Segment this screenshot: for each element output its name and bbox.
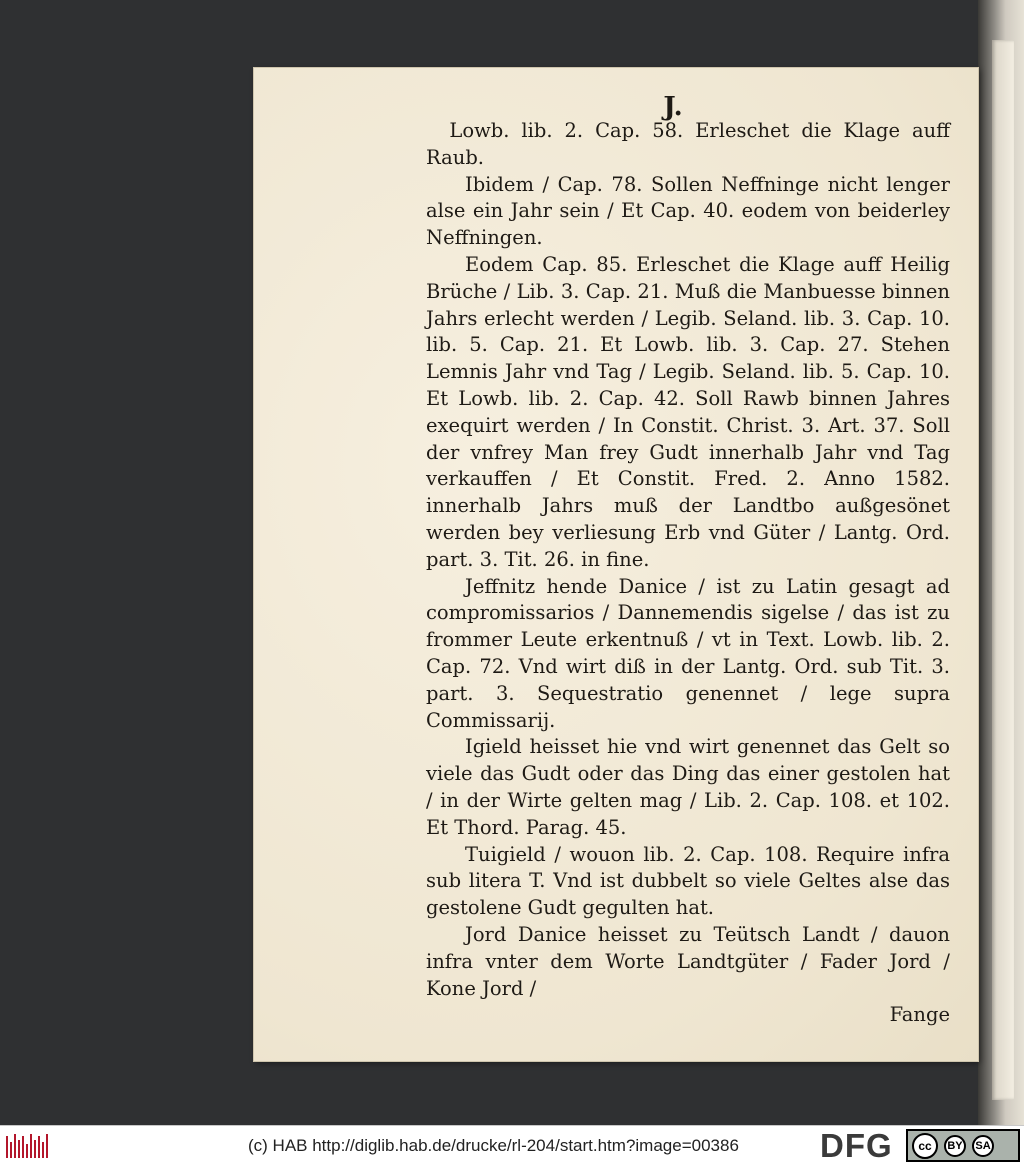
page-signature: J. [663, 92, 683, 122]
copyright-link[interactable]: (c) HAB http://diglib.hab.de/drucke/rl-204/start.htm?image=00386 [248, 1136, 739, 1155]
sa-icon: SA [972, 1135, 994, 1157]
adjacent-page-edge [978, 0, 1024, 1125]
book-page [254, 68, 978, 1061]
paragraph-4: Jeffnitz hende Danice / ist zu Latin gesagt ad compromissarios / Dannemendis sigelse / das ist zu frommer Leute erkentnuß / vt in Text. Lowb. lib. 2. Cap. 72. Vnd wirt diß in der Lantg. Ord. sub Tit. 3. part. 3. Sequestratio genennet / lege supra Commissarij. [426, 574, 950, 732]
paragraph-5: Igield heisset hie vnd wirt genennet das Gelt so viele das Gudt oder das Ding das einer gestolen hat / in der Wirte gelten mag / Lib. 2. Cap. 108. et 102. Et Thord. Parag. 45. [426, 735, 950, 839]
viewer-footer [0, 1125, 1024, 1165]
paragraph-2: Ibidem / Cap. 78. Sollen Neffninge nicht lenger alse ein Jahr sein / Et Cap. 40. eodem von beiderley Neffningen. [426, 172, 950, 250]
catchword: Fange [889, 1003, 950, 1027]
hab-barcode-logo-icon[interactable] [6, 1134, 48, 1158]
paragraph-6: Tuigield / wouon lib. 2. Cap. 108. Require infra sub litera T. Vnd ist dubbelt so viele Geltes alse das gestolene Gudt gegulten hat. [426, 842, 950, 920]
by-icon: BY [944, 1135, 966, 1157]
paragraph-7: Jord Danice heisset zu Teütsch Landt / dauon infra vnter dem Worte Landtgüter / Fader Jord / Kone Jord / [426, 922, 950, 1000]
dfg-logo[interactable]: DFG [820, 1127, 893, 1164]
paragraph-1: Lowb. lib. 2. Cap. 58. Erleschet die Klage auff Raub. [426, 119, 950, 169]
page-text [426, 92, 950, 1029]
paragraph-3: Eodem Cap. 85. Erleschet die Klage auff Heilig Brüche / Lib. 3. Cap. 21. Muß die Manbuesse binnen Jahrs erlecht werden / Legib. Seland. lib. 3. Cap. 10. lib. 5. Cap. 21. Et Lowb. lib. 3. Cap. 27. Stehen Lemnis Jahr vnd Tag / Legib. Seland. lib. 5. Cap. 10. Et Lowb. lib. 2. Cap. 42. Soll Rawb binnen Jahres exequirt werden / In Constit. Christ. 3. Art. 37. Soll der vnfrey Man frey Gudt innerhalb Jahr vnd Tag verkauffen / Et Constit. Fred. 2. Anno 1582. innerhalb Jahrs muß der Landtbo außgesönet werden bey verliesung Erb vnd Güter / Lantg. Ord. part. 3. Tit. 26. in fine. [426, 252, 950, 571]
cc-icon: cc [912, 1133, 938, 1159]
cc-license-badge[interactable] [906, 1129, 1020, 1162]
